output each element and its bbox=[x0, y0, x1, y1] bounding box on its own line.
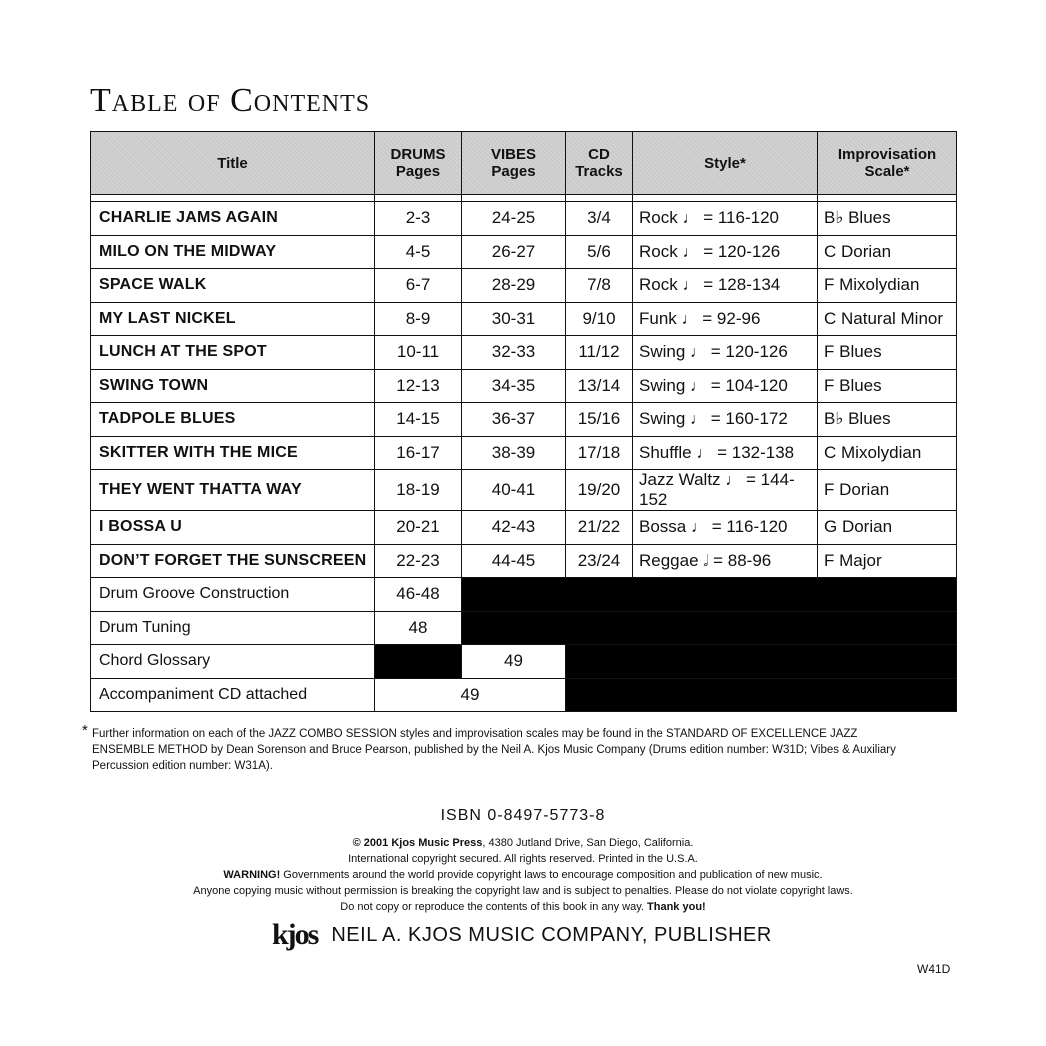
style-name: Rock bbox=[639, 241, 678, 261]
table-row bbox=[91, 511, 957, 545]
row-drums: 4-5 bbox=[375, 235, 462, 269]
row-drums: 20-21 bbox=[375, 511, 462, 545]
table-row bbox=[91, 470, 957, 511]
blank-cell bbox=[566, 678, 957, 712]
copyright-line-3: WARNING! Governments around the world provide copyright laws to encourage composition and publication of new music. bbox=[223, 869, 823, 881]
tempo: = 144-152 bbox=[639, 470, 795, 509]
table-row bbox=[91, 544, 957, 578]
row-drums: 2-3 bbox=[375, 202, 462, 236]
quarter-note-icon: ♩ bbox=[682, 243, 699, 261]
quarter-note-icon: ♩ bbox=[690, 519, 707, 537]
row-drums: 6-7 bbox=[375, 269, 462, 303]
row-drums: 14-15 bbox=[375, 403, 462, 437]
spacer-row bbox=[91, 195, 957, 202]
row-cd-tracks: 13/14 bbox=[566, 369, 633, 403]
row-cd-tracks: 23/24 bbox=[566, 544, 633, 578]
row-scale: F Dorian bbox=[818, 470, 957, 511]
header-cd: CD Tracks bbox=[566, 132, 633, 195]
table-row bbox=[91, 302, 957, 336]
row-drums: 10-11 bbox=[375, 336, 462, 370]
row-cd-tracks: 19/20 bbox=[566, 470, 633, 511]
quarter-note-icon: ♩ bbox=[690, 411, 707, 429]
row-vibes: 24-25 bbox=[462, 202, 566, 236]
row-cd-tracks: 17/18 bbox=[566, 436, 633, 470]
tempo: = 120-126 bbox=[703, 241, 781, 261]
row-cd-tracks: 7/8 bbox=[566, 269, 633, 303]
quarter-note-icon: ♩ bbox=[696, 444, 713, 462]
row-title: SKITTER WITH THE MICE bbox=[91, 436, 375, 470]
tempo: = 128-134 bbox=[703, 275, 781, 295]
style-name: Reggae bbox=[639, 550, 699, 570]
row-style bbox=[633, 336, 818, 370]
row-vibes: 40-41 bbox=[462, 470, 566, 511]
row-scale: B♭ Blues bbox=[818, 403, 957, 437]
row-vibes: 42-43 bbox=[462, 511, 566, 545]
row-style bbox=[633, 436, 818, 470]
row-style bbox=[633, 235, 818, 269]
row-style bbox=[633, 511, 818, 545]
copyright-line-2: International copyright secured. All rights reserved. Printed in the U.S.A. bbox=[348, 853, 698, 865]
footnote-marker: * bbox=[82, 722, 88, 739]
row-vibes: 28-29 bbox=[462, 269, 566, 303]
row-title: DON’T FORGET THE SUNSCREEN bbox=[91, 544, 375, 578]
table-row bbox=[91, 202, 957, 236]
row-title: LUNCH AT THE SPOT bbox=[91, 336, 375, 370]
table-row bbox=[91, 269, 957, 303]
row-style bbox=[633, 369, 818, 403]
row-cd-tracks: 11/12 bbox=[566, 336, 633, 370]
row-scale: F Blues bbox=[818, 336, 957, 370]
row-title: THEY WENT THATTA WAY bbox=[91, 470, 375, 511]
row-title: TADPOLE BLUES bbox=[91, 403, 375, 437]
table-row bbox=[91, 369, 957, 403]
row-title: Accompaniment CD attached bbox=[91, 678, 375, 712]
footnote-text: Further information on each of the JAZZ COMBO SESSION styles and improvisation scales may be found in the STANDARD OF EXCELLENCE JAZZ ENSEMBLE METHOD by Dean Sorenson and Bruce Pearson, published by the Neil A. Kjos Music Company (Drums edition number: W31D; Vibes & Auxiliary Percussion edition number: W31A). bbox=[92, 728, 896, 772]
row-drums: 8-9 bbox=[375, 302, 462, 336]
row-scale: B♭ Blues bbox=[818, 202, 957, 236]
quarter-note-icon: ♩ bbox=[690, 377, 707, 395]
blank-cell bbox=[462, 611, 957, 645]
row-vibes: 34-35 bbox=[462, 369, 566, 403]
tempo: = 132-138 bbox=[717, 442, 795, 462]
table-row bbox=[91, 436, 957, 470]
copyright-block bbox=[0, 835, 1046, 915]
row-style bbox=[633, 544, 818, 578]
quarter-note-icon: ♩ bbox=[682, 210, 699, 228]
blank-cell bbox=[375, 645, 462, 679]
row-scale: F Blues bbox=[818, 369, 957, 403]
row-vibes: 38-39 bbox=[462, 436, 566, 470]
table-row bbox=[91, 336, 957, 370]
row-title: SPACE WALK bbox=[91, 269, 375, 303]
tempo: = 116-120 bbox=[711, 517, 788, 537]
style-name: Rock bbox=[639, 208, 678, 228]
row-vibes: 36-37 bbox=[462, 403, 566, 437]
copyright-line-4: Anyone copying music without permission is breaking the copyright law and is subject to penalties. Please do not violate copyright laws. bbox=[193, 885, 853, 897]
tempo: = 104-120 bbox=[710, 375, 788, 395]
row-style bbox=[633, 202, 818, 236]
row-style bbox=[633, 302, 818, 336]
row-drums: 16-17 bbox=[375, 436, 462, 470]
header-drums: DRUMS Pages bbox=[375, 132, 462, 195]
table-row bbox=[91, 235, 957, 269]
publisher-name: NEIL A. KJOS MUSIC COMPANY, PUBLISHER bbox=[331, 923, 772, 946]
table-row-groove bbox=[91, 578, 957, 612]
tempo: = 160-172 bbox=[710, 409, 788, 429]
copyright-line-1: © 2001 Kjos Music Press, 4380 Jutland Drive, San Diego, California. bbox=[352, 837, 694, 849]
style-name: Shuffle bbox=[639, 442, 692, 462]
style-name: Funk bbox=[639, 308, 677, 328]
header-scale: Improvisation Scale* bbox=[818, 132, 957, 195]
row-title: Drum Groove Construction bbox=[91, 578, 375, 612]
style-name: Jazz Waltz bbox=[639, 470, 721, 489]
edition-code: W41D bbox=[917, 962, 951, 976]
row-scale: F Mixolydian bbox=[818, 269, 957, 303]
row-style bbox=[633, 269, 818, 303]
blank-cell bbox=[566, 645, 957, 679]
style-name: Swing bbox=[639, 375, 686, 395]
header-style: Style* bbox=[633, 132, 818, 195]
style-name: Rock bbox=[639, 275, 678, 295]
page-title: Table of Contents bbox=[90, 82, 371, 119]
row-drums: 46-48 bbox=[375, 578, 462, 612]
row-cd-tracks: 21/22 bbox=[566, 511, 633, 545]
row-title: MY LAST NICKEL bbox=[91, 302, 375, 336]
quarter-note-icon: ♩ bbox=[682, 277, 699, 295]
style-name: Swing bbox=[639, 409, 686, 429]
footnote bbox=[82, 722, 922, 774]
row-title: Chord Glossary bbox=[91, 645, 375, 679]
table-row bbox=[91, 403, 957, 437]
header-title: Title bbox=[91, 132, 375, 195]
blank-cell bbox=[462, 578, 957, 612]
table-row-cd bbox=[91, 678, 957, 712]
row-title: Drum Tuning bbox=[91, 611, 375, 645]
kjos-logo: kjos bbox=[272, 918, 318, 951]
style-name: Bossa bbox=[639, 517, 687, 537]
quarter-note-icon: 𝅗𝅥 bbox=[703, 552, 709, 570]
copyright-line-5: Do not copy or reproduce the contents of this book in any way. Thank you! bbox=[340, 901, 706, 913]
isbn: ISBN 0-8497-5773-8 bbox=[440, 807, 606, 824]
row-cd-tracks: 3/4 bbox=[566, 202, 633, 236]
row-pages: 49 bbox=[375, 678, 566, 712]
row-title: I BOSSA U bbox=[91, 511, 375, 545]
row-style bbox=[633, 470, 818, 511]
tempo: = 92-96 bbox=[702, 308, 761, 328]
row-drums: 18-19 bbox=[375, 470, 462, 511]
row-cd-tracks: 9/10 bbox=[566, 302, 633, 336]
row-vibes: 32-33 bbox=[462, 336, 566, 370]
row-style bbox=[633, 403, 818, 437]
quarter-note-icon: ♩ bbox=[690, 344, 707, 362]
table-row-tuning bbox=[91, 611, 957, 645]
row-scale: C Mixolydian bbox=[818, 436, 957, 470]
row-scale: C Dorian bbox=[818, 235, 957, 269]
publisher bbox=[272, 920, 772, 950]
row-vibes: 30-31 bbox=[462, 302, 566, 336]
header-row bbox=[91, 132, 957, 195]
row-title: CHARLIE JAMS AGAIN bbox=[91, 202, 375, 236]
row-scale: G Dorian bbox=[818, 511, 957, 545]
table-row-glossary bbox=[91, 645, 957, 679]
row-title: SWING TOWN bbox=[91, 369, 375, 403]
style-name: Swing bbox=[639, 342, 686, 362]
row-drums: 12-13 bbox=[375, 369, 462, 403]
row-title: MILO ON THE MIDWAY bbox=[91, 235, 375, 269]
row-vibes: 44-45 bbox=[462, 544, 566, 578]
row-drums: 22-23 bbox=[375, 544, 462, 578]
row-scale: C Natural Minor bbox=[818, 302, 957, 336]
tempo: = 88-96 bbox=[713, 550, 772, 570]
quarter-note-icon: ♩ bbox=[725, 472, 742, 489]
row-vibes: 49 bbox=[462, 645, 566, 679]
contents-table bbox=[90, 131, 957, 712]
row-vibes: 26-27 bbox=[462, 235, 566, 269]
quarter-note-icon: ♩ bbox=[681, 310, 698, 328]
row-cd-tracks: 15/16 bbox=[566, 403, 633, 437]
row-cd-tracks: 5/6 bbox=[566, 235, 633, 269]
tempo: = 116-120 bbox=[703, 208, 779, 228]
row-drums: 48 bbox=[375, 611, 462, 645]
tempo: = 120-126 bbox=[710, 342, 788, 362]
header-vibes: VIBES Pages bbox=[462, 132, 566, 195]
row-scale: F Major bbox=[818, 544, 957, 578]
